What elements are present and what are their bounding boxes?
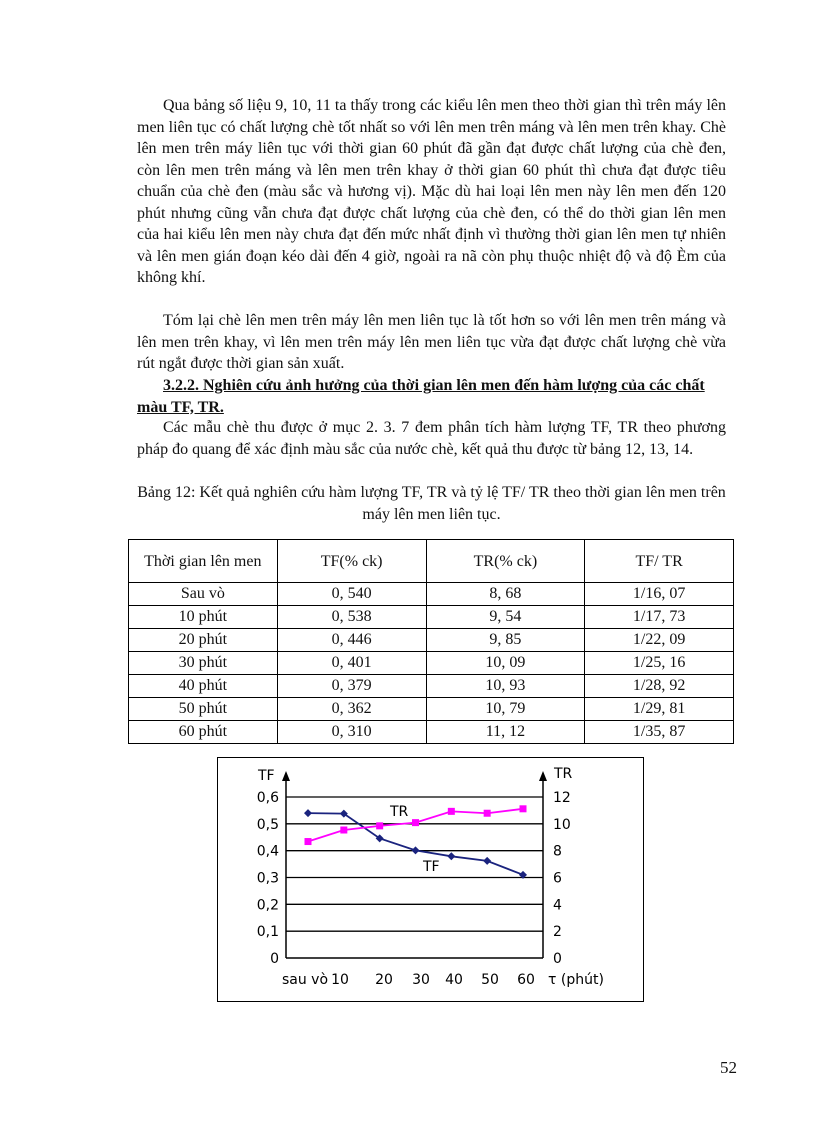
- table-row: [129, 721, 734, 744]
- y-left-tick-label: 0,2: [256, 897, 279, 914]
- header-tr: TR(% ck): [426, 540, 585, 583]
- y-right-tick-label: 2: [553, 924, 562, 941]
- x-tick-label: 10: [331, 972, 349, 988]
- cell-tr: 9, 85: [426, 629, 585, 652]
- cell-tr: 8, 68: [426, 583, 585, 606]
- y-left-tick-label: 0,4: [256, 843, 279, 860]
- header-tf: TF(% ck): [277, 540, 426, 583]
- cell-time: 50 phút: [129, 698, 278, 721]
- data-point-tf: [412, 846, 420, 854]
- data-point-tf: [447, 852, 455, 860]
- y-right-axis-title: TR: [554, 766, 573, 782]
- data-point-tf: [304, 809, 312, 817]
- cell-time: 20 phút: [129, 629, 278, 652]
- data-point-tr: [448, 808, 455, 815]
- cell-tf: 0, 446: [277, 629, 426, 652]
- paragraph-3: Các mẫu chè thu được ở mục 2. 3. 7 đem phân tích hàm lượng TF, TR theo phương pháp đo quang để xác định màu sắc của nước chè, kết quả thu được từ bảng 12, 13, 14.: [137, 419, 726, 458]
- cell-time: Sau vò: [129, 583, 278, 606]
- cell-tf: 0, 540: [277, 583, 426, 606]
- cell-time: 10 phút: [129, 606, 278, 629]
- cell-tf: 0, 401: [277, 652, 426, 675]
- cell-ratio: 1/35, 87: [585, 721, 734, 744]
- data-point-tr: [520, 805, 527, 812]
- data-point-tr: [376, 822, 383, 829]
- y-right-tick-label: 6: [553, 870, 562, 887]
- table-row: [129, 698, 734, 721]
- table-row: [129, 675, 734, 698]
- cell-ratio: 1/17, 73: [585, 606, 734, 629]
- cell-tr: 11, 12: [426, 721, 585, 744]
- left-axis-arrow: [282, 771, 290, 781]
- data-point-tf: [483, 857, 491, 865]
- data-point-tr: [340, 827, 347, 834]
- x-axis-title: τ (phút): [548, 972, 604, 988]
- tf-tr-chart: [217, 757, 644, 1002]
- table-caption: Bảng 12: Kết quả nghiên cứu hàm lượng TF, TR và tỷ lệ TF/ TR theo thời gian lên men trên máy lên men liên tục.: [137, 484, 726, 523]
- cell-tr: 10, 93: [426, 675, 585, 698]
- cell-ratio: 1/25, 16: [585, 652, 734, 675]
- cell-tf: 0, 362: [277, 698, 426, 721]
- y-left-tick-label: 0,5: [256, 816, 279, 833]
- header-ratio: TF/ TR: [585, 540, 734, 583]
- header-time: Thời gian lên men: [129, 540, 278, 583]
- y-right-tick-label: 12: [553, 790, 571, 806]
- x-tick-label: 20: [375, 972, 393, 988]
- cell-tr: 10, 09: [426, 652, 585, 675]
- x-tick-label: 30: [412, 972, 430, 988]
- cell-tf: 0, 310: [277, 721, 426, 744]
- cell-tr: 10, 79: [426, 698, 585, 721]
- cell-time: 40 phút: [129, 675, 278, 698]
- y-right-tick-label: 0: [553, 951, 562, 967]
- y-left-tick-label: 0,6: [256, 790, 279, 806]
- results-table: [128, 539, 734, 744]
- y-left-tick-label: 0,1: [256, 924, 279, 941]
- section-heading: 3.2.2. Nghiên cứu ảnh hưởng của thời gian lên men đến hàm lượng của các chất màu TF, TR.: [137, 377, 705, 416]
- table-row: [129, 652, 734, 675]
- x-tick-label: 60: [517, 972, 535, 988]
- table-header-row: [129, 540, 734, 583]
- y-right-tick-label: 4: [553, 897, 562, 914]
- y-right-tick-label: 10: [553, 816, 571, 833]
- table-row: [129, 606, 734, 629]
- right-axis-arrow: [539, 771, 547, 781]
- chart-svg: [218, 758, 643, 1001]
- data-point-tr: [412, 819, 419, 826]
- cell-ratio: 1/22, 09: [585, 629, 734, 652]
- y-left-tick-label: 0,3: [256, 870, 279, 887]
- x-tick-label: 50: [481, 972, 499, 988]
- cell-tr: 9, 54: [426, 606, 585, 629]
- y-right-tick-label: 8: [553, 843, 562, 860]
- page-number: 52: [720, 1058, 737, 1077]
- cell-tf: 0, 538: [277, 606, 426, 629]
- data-point-tr: [305, 838, 312, 845]
- y-left-tick-label: 0: [270, 951, 279, 967]
- paragraph-2: Tóm lại chè lên men trên máy lên men liên tục là tốt hơn so với lên men trên máng và lên men trên khay, vì lên men trên máy lên men liên tục vừa đạt được chất lượng chè vừa rút ngắt được thời gian sản xuất.: [137, 312, 726, 372]
- cell-ratio: 1/29, 81: [585, 698, 734, 721]
- cell-tf: 0, 379: [277, 675, 426, 698]
- series-label-tr: TR: [390, 804, 409, 820]
- cell-ratio: 1/28, 92: [585, 675, 734, 698]
- y-left-axis-title: TF: [258, 768, 275, 784]
- cell-time: 30 phút: [129, 652, 278, 675]
- x-tick-label: 40: [445, 972, 463, 988]
- table-row: [129, 629, 734, 652]
- table-row: [129, 583, 734, 606]
- paragraph-1: Qua bảng số liệu 9, 10, 11 ta thấy trong các kiểu lên men theo thời gian thì trên máy lên men liên tục có chất lượng chè tốt nhất so với lên men trên máng và lên men trên khay. Chè lên men trên máy liên tục với thời gian 60 phút đã gần đạt được chất lượng của chè đen, còn lên men trên máng và lên men trên khay ở thời gian 60 phút thì chưa đạt được tiêu chuẩn của chè đen (màu sắc và hương vị). Mặc dù hai loại lên men này lên men đến 120 phút nhưng cũng vẫn chưa đạt được chất lượng của chè đen, có thể do thời gian lên men của hai kiểu lên men này chưa đạt đến mức nhất định vì thường thời gian lên men tự nhiên và lên men gián đoạn kéo dài đến 4 giờ, ngoài ra nã còn phụ thuộc nhiệt độ và độ Èm của không khí.: [137, 97, 726, 286]
- cell-ratio: 1/16, 07: [585, 583, 734, 606]
- x-tick-label: sau vò: [281, 972, 329, 988]
- cell-time: 60 phút: [129, 721, 278, 744]
- data-point-tr: [484, 810, 491, 817]
- series-label-tf: TF: [423, 859, 440, 875]
